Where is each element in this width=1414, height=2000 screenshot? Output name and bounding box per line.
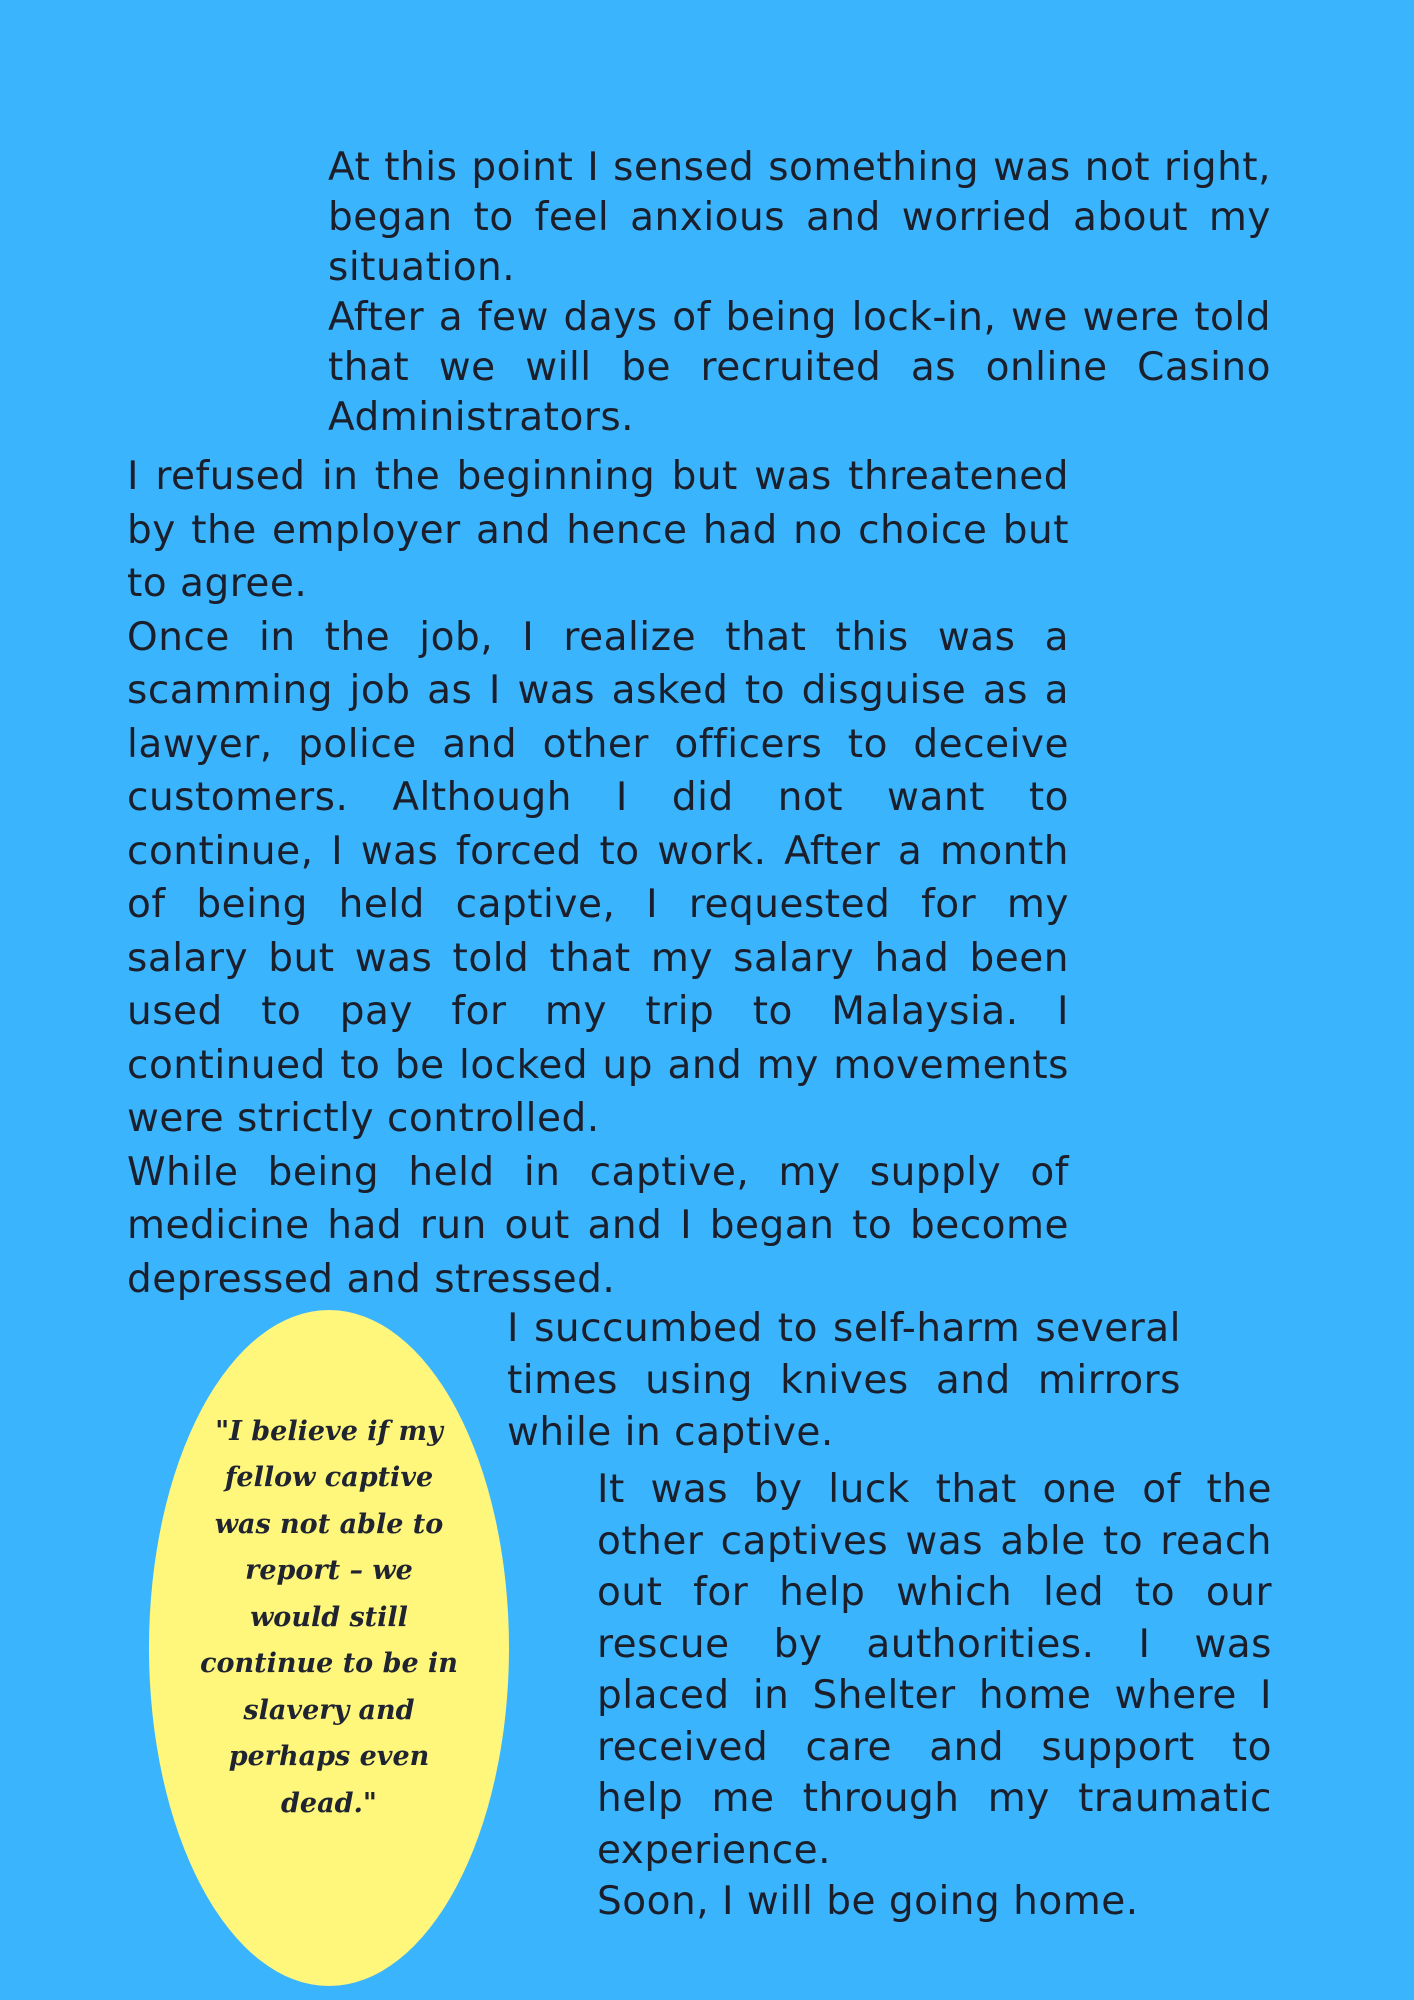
paragraph-self-harm: I succumbed to self-harm several times using knives and mirrors while in captive. xyxy=(507,1306,1181,1455)
pull-quote-oval xyxy=(149,1310,509,1986)
paragraph-refused: I refused in the beginning but was threatened by the employer and hence had no choice but to agree. xyxy=(127,454,1069,606)
paragraph-sensed-wrong: At this point I sensed something was not right, began to feel anxious and worried about my situation. xyxy=(328,145,1271,290)
paragraph-medicine: While being held in captive, my supply of medicine had run out and I began to become depressed and stressed. xyxy=(127,1149,1069,1302)
story-section-middle xyxy=(127,450,1069,1306)
paragraph-lock-in: After a few days of being lock-in, we were told that we will be recruited as online Casino Administrators. xyxy=(328,295,1271,440)
story-section-top xyxy=(328,143,1271,443)
paragraph-scamming-job: Once in the job, I realize that this was a scamming job as I was asked to disguise as a lawyer, police and other officers to deceive customers. Although I did not want to continue, I was forced to work. After a month of being held captive, I requested for my salary but was told that my salary had been used to pay for my trip to Malaysia. I continued to be locked up and my movements were strictly controlled. xyxy=(127,614,1069,1141)
pull-quote-text: "I believe if my fellow captive was not able to report – we would still continue to be in slavery and perhaps even dead." xyxy=(200,1415,458,1819)
paragraph-rescue: It was by luck that one of the other captives was able to reach out for help which led to our rescue by authorities. I was placed in Shelter home where I received care and support to help me through my traumatic experience. xyxy=(597,1467,1272,1873)
paragraph-going-home: Soon, I will be going home. xyxy=(597,1879,1139,1924)
story-section-selfharm xyxy=(507,1303,1181,1459)
story-section-rescue xyxy=(597,1464,1272,1928)
